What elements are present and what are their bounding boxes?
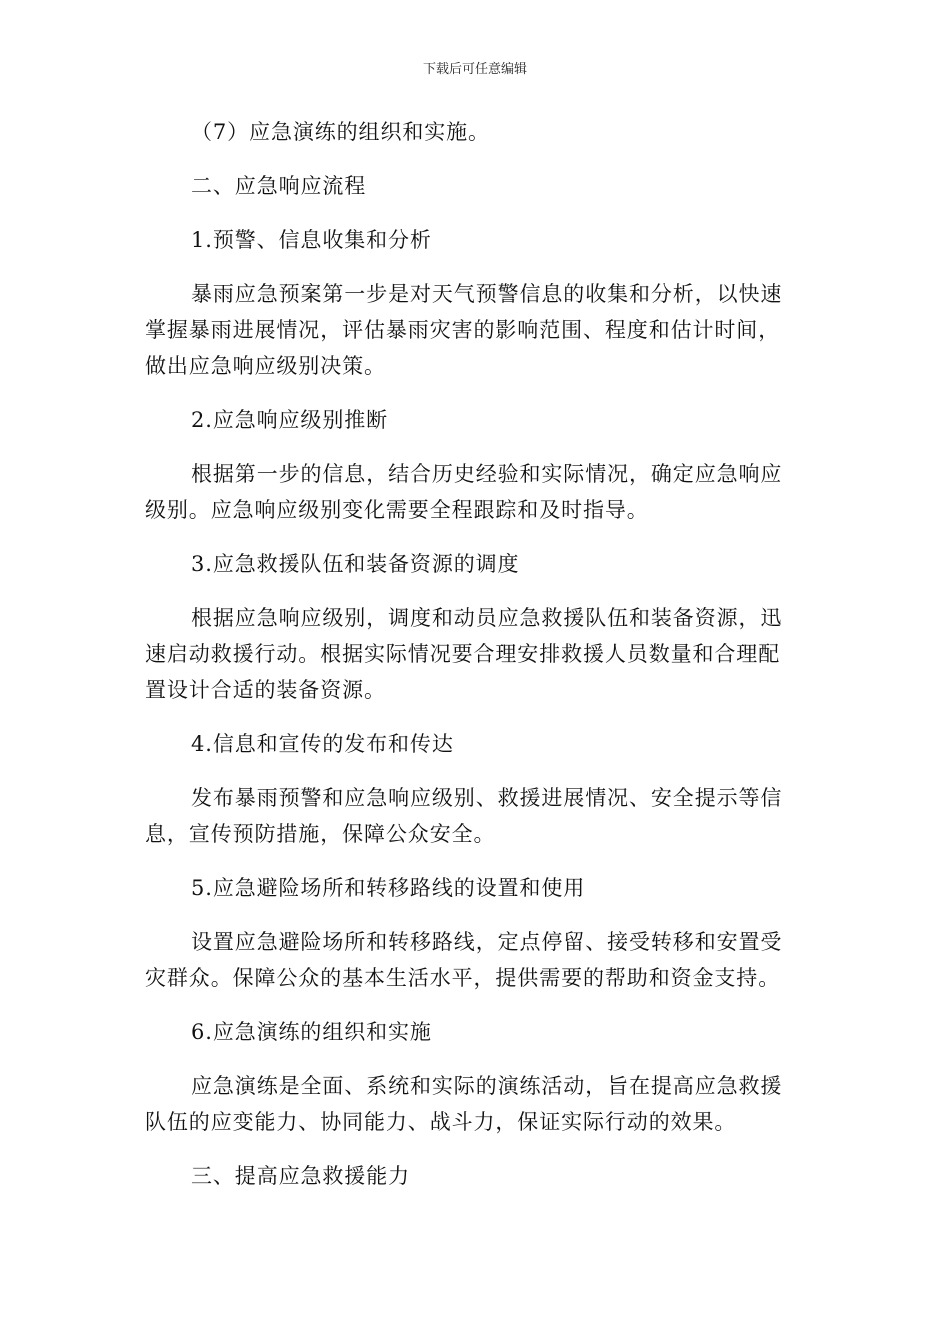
paragraph-2: 根据第一步的信息，结合历史经验和实际情况，确定应急响应级别。应急响应级别变化需要全程跟踪和及时指导。 (145, 462, 783, 522)
section-heading-2: 二、应急响应流程 (191, 174, 367, 198)
subheading-4: 4.信息和宣传的发布和传达 (191, 732, 454, 756)
paragraph-1: 暴雨应急预案第一步是对天气预警信息的收集和分析，以快速掌握暴雨进展情况，评估暴雨灾害的影响范围、程度和估计时间，做出应急响应级别决策。 (145, 282, 783, 378)
subheading-5: 5.应急避险场所和转移路线的设置和使用 (191, 876, 586, 900)
page-header-note: 下载后可任意编辑 (422, 62, 527, 77)
subheading-2: 2.应急响应级别推断 (191, 408, 389, 432)
paragraph-item-7: （7）应急演练的组织和实施。 (191, 120, 490, 144)
paragraph-4: 发布暴雨预警和应急响应级别、救援进展情况、安全提示等信息，宣传预防措施，保障公众安全。 (145, 786, 783, 846)
paragraph-6: 应急演练是全面、系统和实际的演练活动，旨在提高应急救援队伍的应变能力、协同能力、战斗力，保证实际行动的效果。 (145, 1074, 783, 1134)
document-body (145, 114, 795, 1212)
paragraph-5: 设置应急避险场所和转移路线，定点停留、接受转移和安置受灾群众。保障公众的基本生活水平，提供需要的帮助和资金支持。 (145, 930, 783, 990)
section-heading-3: 三、提高应急救援能力 (191, 1164, 410, 1188)
subheading-1: 1.预警、信息收集和分析 (191, 228, 432, 252)
subheading-6: 6.应急演练的组织和实施 (191, 1020, 432, 1044)
paragraph-3: 根据应急响应级别，调度和动员应急救援队伍和装备资源，迅速启动救援行动。根据实际情况要合理安排救援人员数量和合理配置设计合适的装备资源。 (145, 606, 783, 702)
subheading-3: 3.应急救援队伍和装备资源的调度 (191, 552, 520, 576)
